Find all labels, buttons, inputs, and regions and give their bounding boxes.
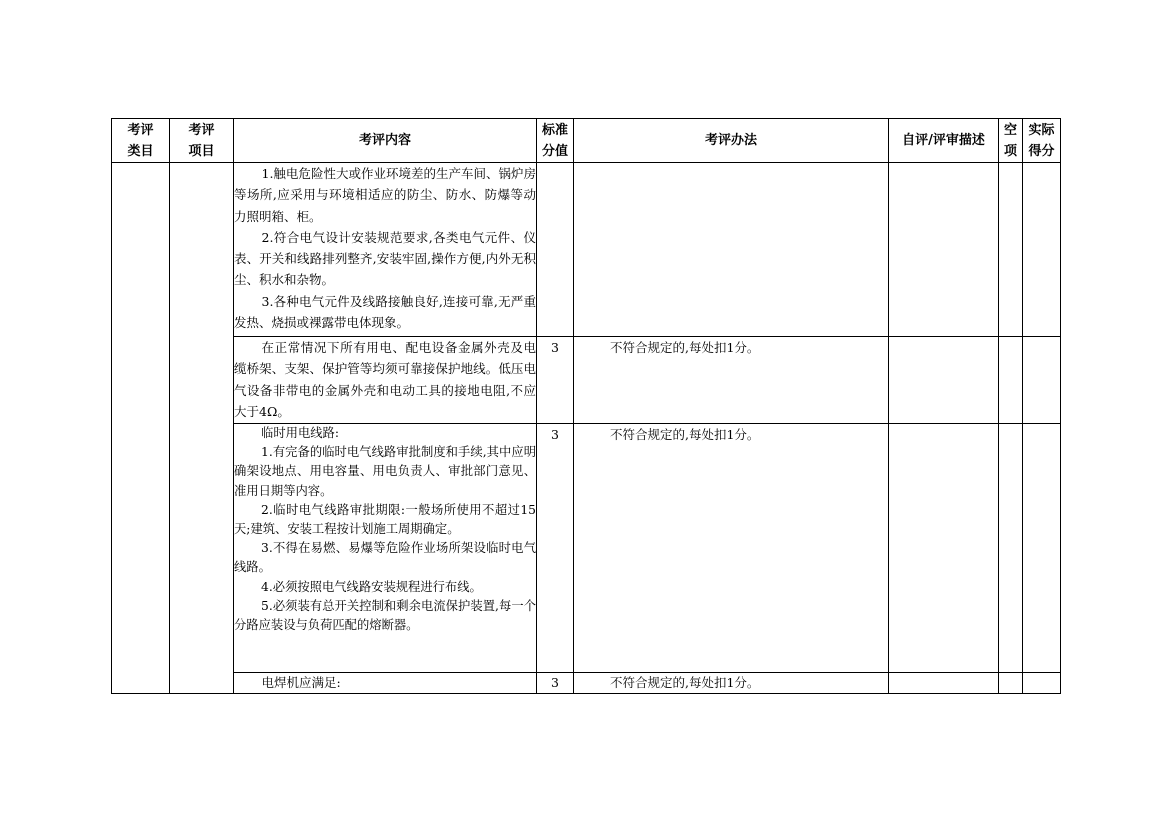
- method-cell: [574, 337, 889, 424]
- content-paragraph: 4.必须按照电气线路安装规程进行布线。: [261, 579, 482, 594]
- actual-score-cell: [1023, 163, 1061, 337]
- self-review-cell: [889, 163, 999, 337]
- actual-score-cell: [1023, 337, 1061, 424]
- method-cell: [574, 673, 889, 694]
- category-cell: [112, 163, 170, 694]
- header-row: [112, 119, 1061, 163]
- content-paragraph: 2.符合电气设计安装规范要求,各类电气元件、仪表、开关和线路排列整齐,安装牢固,操作方便,内外无积尘、积水和杂物。: [234, 229, 536, 288]
- evaluation-table: [111, 118, 1061, 694]
- item-cell: [170, 163, 234, 694]
- header-standard-score: 标准分值: [537, 119, 574, 163]
- table-row: [112, 424, 1061, 673]
- vacant-cell: [999, 424, 1023, 673]
- content-paragraph: 3.各种电气元件及线路接触良好,连接可靠,无严重发热、烧损或裸露带电体现象。: [234, 293, 536, 331]
- header-self-review: 自评/评审描述: [889, 119, 999, 163]
- self-review-cell: [889, 424, 999, 673]
- method-cell: [574, 424, 889, 673]
- content-cell: [234, 673, 537, 694]
- content-paragraph: 电焊机应满足:: [261, 675, 341, 690]
- score-cell: 3: [537, 337, 574, 424]
- actual-score-cell: [1023, 673, 1061, 694]
- content-paragraph: 在正常情况下所有用电、配电设备金属外壳及电缆桥架、支架、保护管等均须可靠接保护地线。低压电气设备非带电的金属外壳和电动工具的接地电阻,不应大于4Ω。: [234, 340, 536, 419]
- method-cell: [574, 163, 889, 337]
- method-text: 不符合规定的,每处扣1分。: [610, 675, 760, 690]
- header-category: 考评类目: [112, 119, 170, 163]
- content-cell: [234, 163, 537, 337]
- content-paragraph: 2.临时电气线路审批期限:一般场所使用不超过15天;建筑、安装工程按计划施工周期确定。: [234, 502, 536, 537]
- table-row: [112, 673, 1061, 694]
- score-cell: 3: [537, 673, 574, 694]
- method-text: 不符合规定的,每处扣1分。: [610, 340, 760, 355]
- table-row: [112, 163, 1061, 337]
- content-cell: [234, 337, 537, 424]
- self-review-cell: [889, 673, 999, 694]
- vacant-cell: [999, 337, 1023, 424]
- header-method: 考评办法: [574, 119, 889, 163]
- header-item: 考评项目: [170, 119, 234, 163]
- content-paragraph: 1.有完备的临时电气线路审批制度和手续,其中应明确架设地点、用电容量、用电负责人、审批部门意见、准用日期等内容。: [234, 445, 536, 498]
- header-actual-score: 实际得分: [1023, 119, 1061, 163]
- vacant-cell: [999, 673, 1023, 694]
- self-review-cell: [889, 337, 999, 424]
- content-paragraph: 临时用电线路:: [261, 426, 339, 440]
- content-paragraph: 1.触电危险性大或作业环境差的生产车间、锅炉房等场所,应采用与环境相适应的防尘、防水、防爆等动力照明箱、柜。: [234, 166, 536, 224]
- method-text: 不符合规定的,每处扣1分。: [610, 427, 760, 442]
- score-cell: [537, 163, 574, 337]
- header-vacant: 空项: [999, 119, 1023, 163]
- vacant-cell: [999, 163, 1023, 337]
- table-row: [112, 337, 1061, 424]
- score-cell: 3: [537, 424, 574, 673]
- content-paragraph: 5.必须装有总开关控制和剩余电流保护装置,每一个分路应装设与负荷匹配的熔断器。: [234, 598, 536, 633]
- actual-score-cell: [1023, 424, 1061, 673]
- content-paragraph: 3.不得在易燃、易爆等危险作业场所架设临时电气线路。: [234, 541, 536, 575]
- content-cell: [234, 424, 537, 673]
- header-content: 考评内容: [234, 119, 537, 163]
